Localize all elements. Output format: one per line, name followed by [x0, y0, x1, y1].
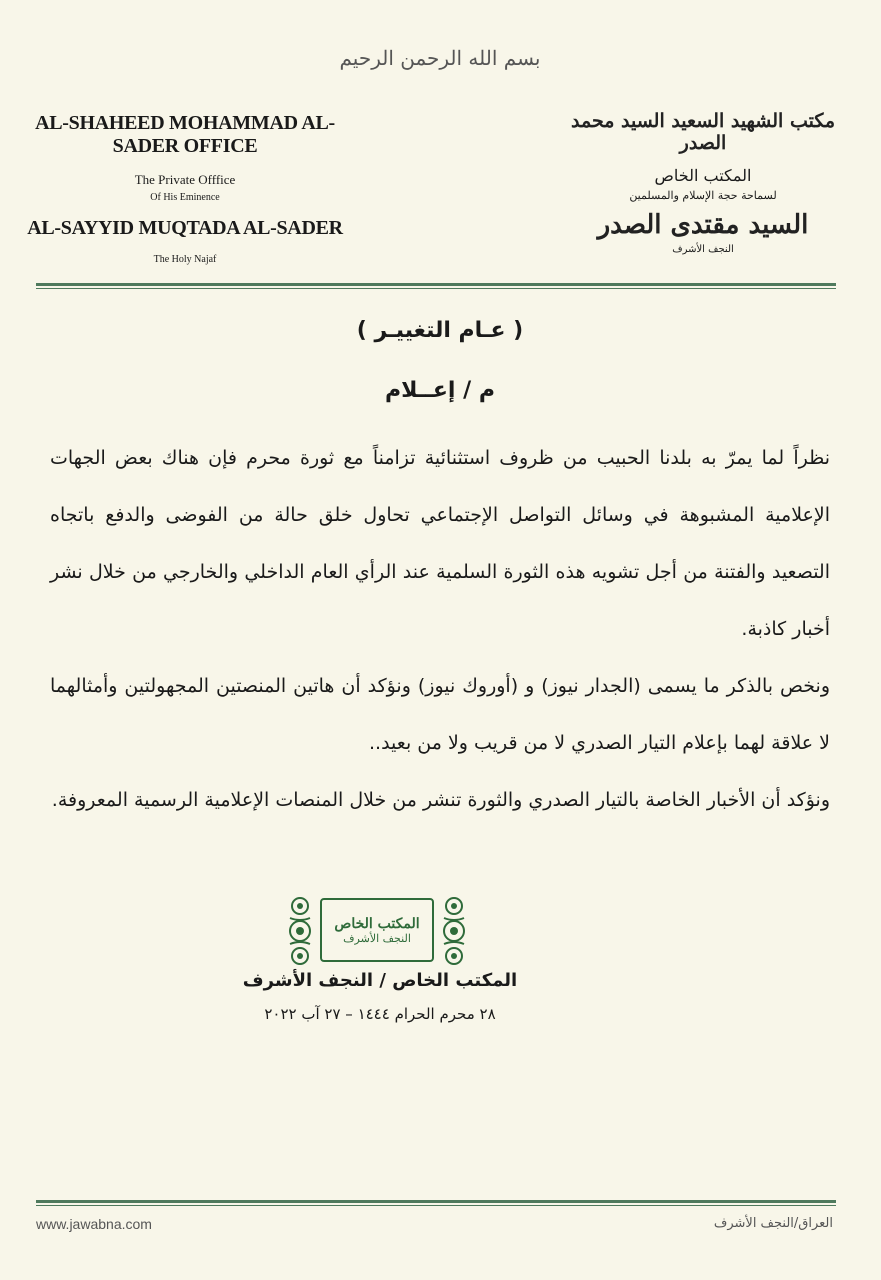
arabic-private-office: المكتب الخاص: [654, 166, 752, 185]
seal-text-city: النجف الأشرف: [343, 931, 411, 945]
body-paragraph: ونخص بالذكر ما يسمى (الجدار نيوز) و (أوروك نيوز) ونؤكد أن هاتين المنصتين المجهولتين وأمثالهما لا علاقة لهما بإعلام التيار الصدري لا من قريب ولا من بعيد..: [50, 675, 830, 754]
statement-subject: م / إعــلام: [385, 378, 495, 403]
seal-ornament-left-icon: [282, 892, 318, 970]
footer-website: www.jawabna.com: [36, 1216, 152, 1232]
signature-office: المكتب الخاص / النجف الأشرف: [242, 970, 518, 991]
seal-text-office: المكتب الخاص: [334, 915, 420, 932]
arabic-sayyid-name: السيد مقتدى الصدر: [597, 210, 809, 240]
statement-body: [50, 430, 830, 829]
arabic-eminence: لسماحة حجة الإسلام والمسلمين: [629, 189, 777, 202]
header-divider: [36, 283, 836, 286]
footer-location: العراق/النجف الأشرف: [713, 1216, 833, 1231]
english-eminence: Of His Eminence: [150, 192, 220, 203]
english-office-name: AL-SHAHEED MOHAMMAD AL-SADER OFFICE: [35, 112, 335, 157]
arabic-letterhead: [563, 110, 843, 255]
signature-date: ٢٨ محرم الحرام ١٤٤٤ – ٢٧ آب ٢٠٢٢: [264, 1005, 496, 1023]
body-paragraph: ونؤكد أن الأخبار الخاصة بالتيار الصدري والثورة تنشر من خلال المنصات الإعلامية الرسمية المعروفة.: [51, 789, 830, 811]
english-sayyid-name: AL-SAYYID MUQTADA AL-SADER: [27, 217, 343, 239]
body-paragraph: نظراً لما يمرّ به بلدنا الحبيب من ظروف استثنائية تزامناً مع ثورة محرم فإن هناك بعض الجهات الإعلامية المشبوهة في وسائل التواصل الإجتماعي تحاول خلق حالة من الفوضى والدفع باتجاه التصعيد والفتنة من أجل تشويه هذه الثورة السلمية عند الرأي العام الداخلي والخارجي من خلال نشر أخبار كاذبة.: [50, 447, 830, 640]
seal-ornament-right-icon: [436, 892, 472, 970]
arabic-office-name: مكتب الشهيد السعيد السيد محمد الصدر: [570, 110, 835, 154]
arabic-city: النجف الأشرف: [672, 244, 734, 255]
office-seal: [282, 892, 472, 970]
english-city: The Holy Najaf: [153, 254, 217, 265]
english-letterhead: [25, 112, 345, 265]
footer-divider: [36, 1200, 836, 1203]
english-private-office: The Private Offfice: [134, 172, 236, 187]
basmala: بسم الله الرحمن الرحيم: [339, 46, 541, 70]
seal-frame: [320, 898, 434, 962]
statement-title: ( عـام التغييـر ): [356, 318, 524, 343]
